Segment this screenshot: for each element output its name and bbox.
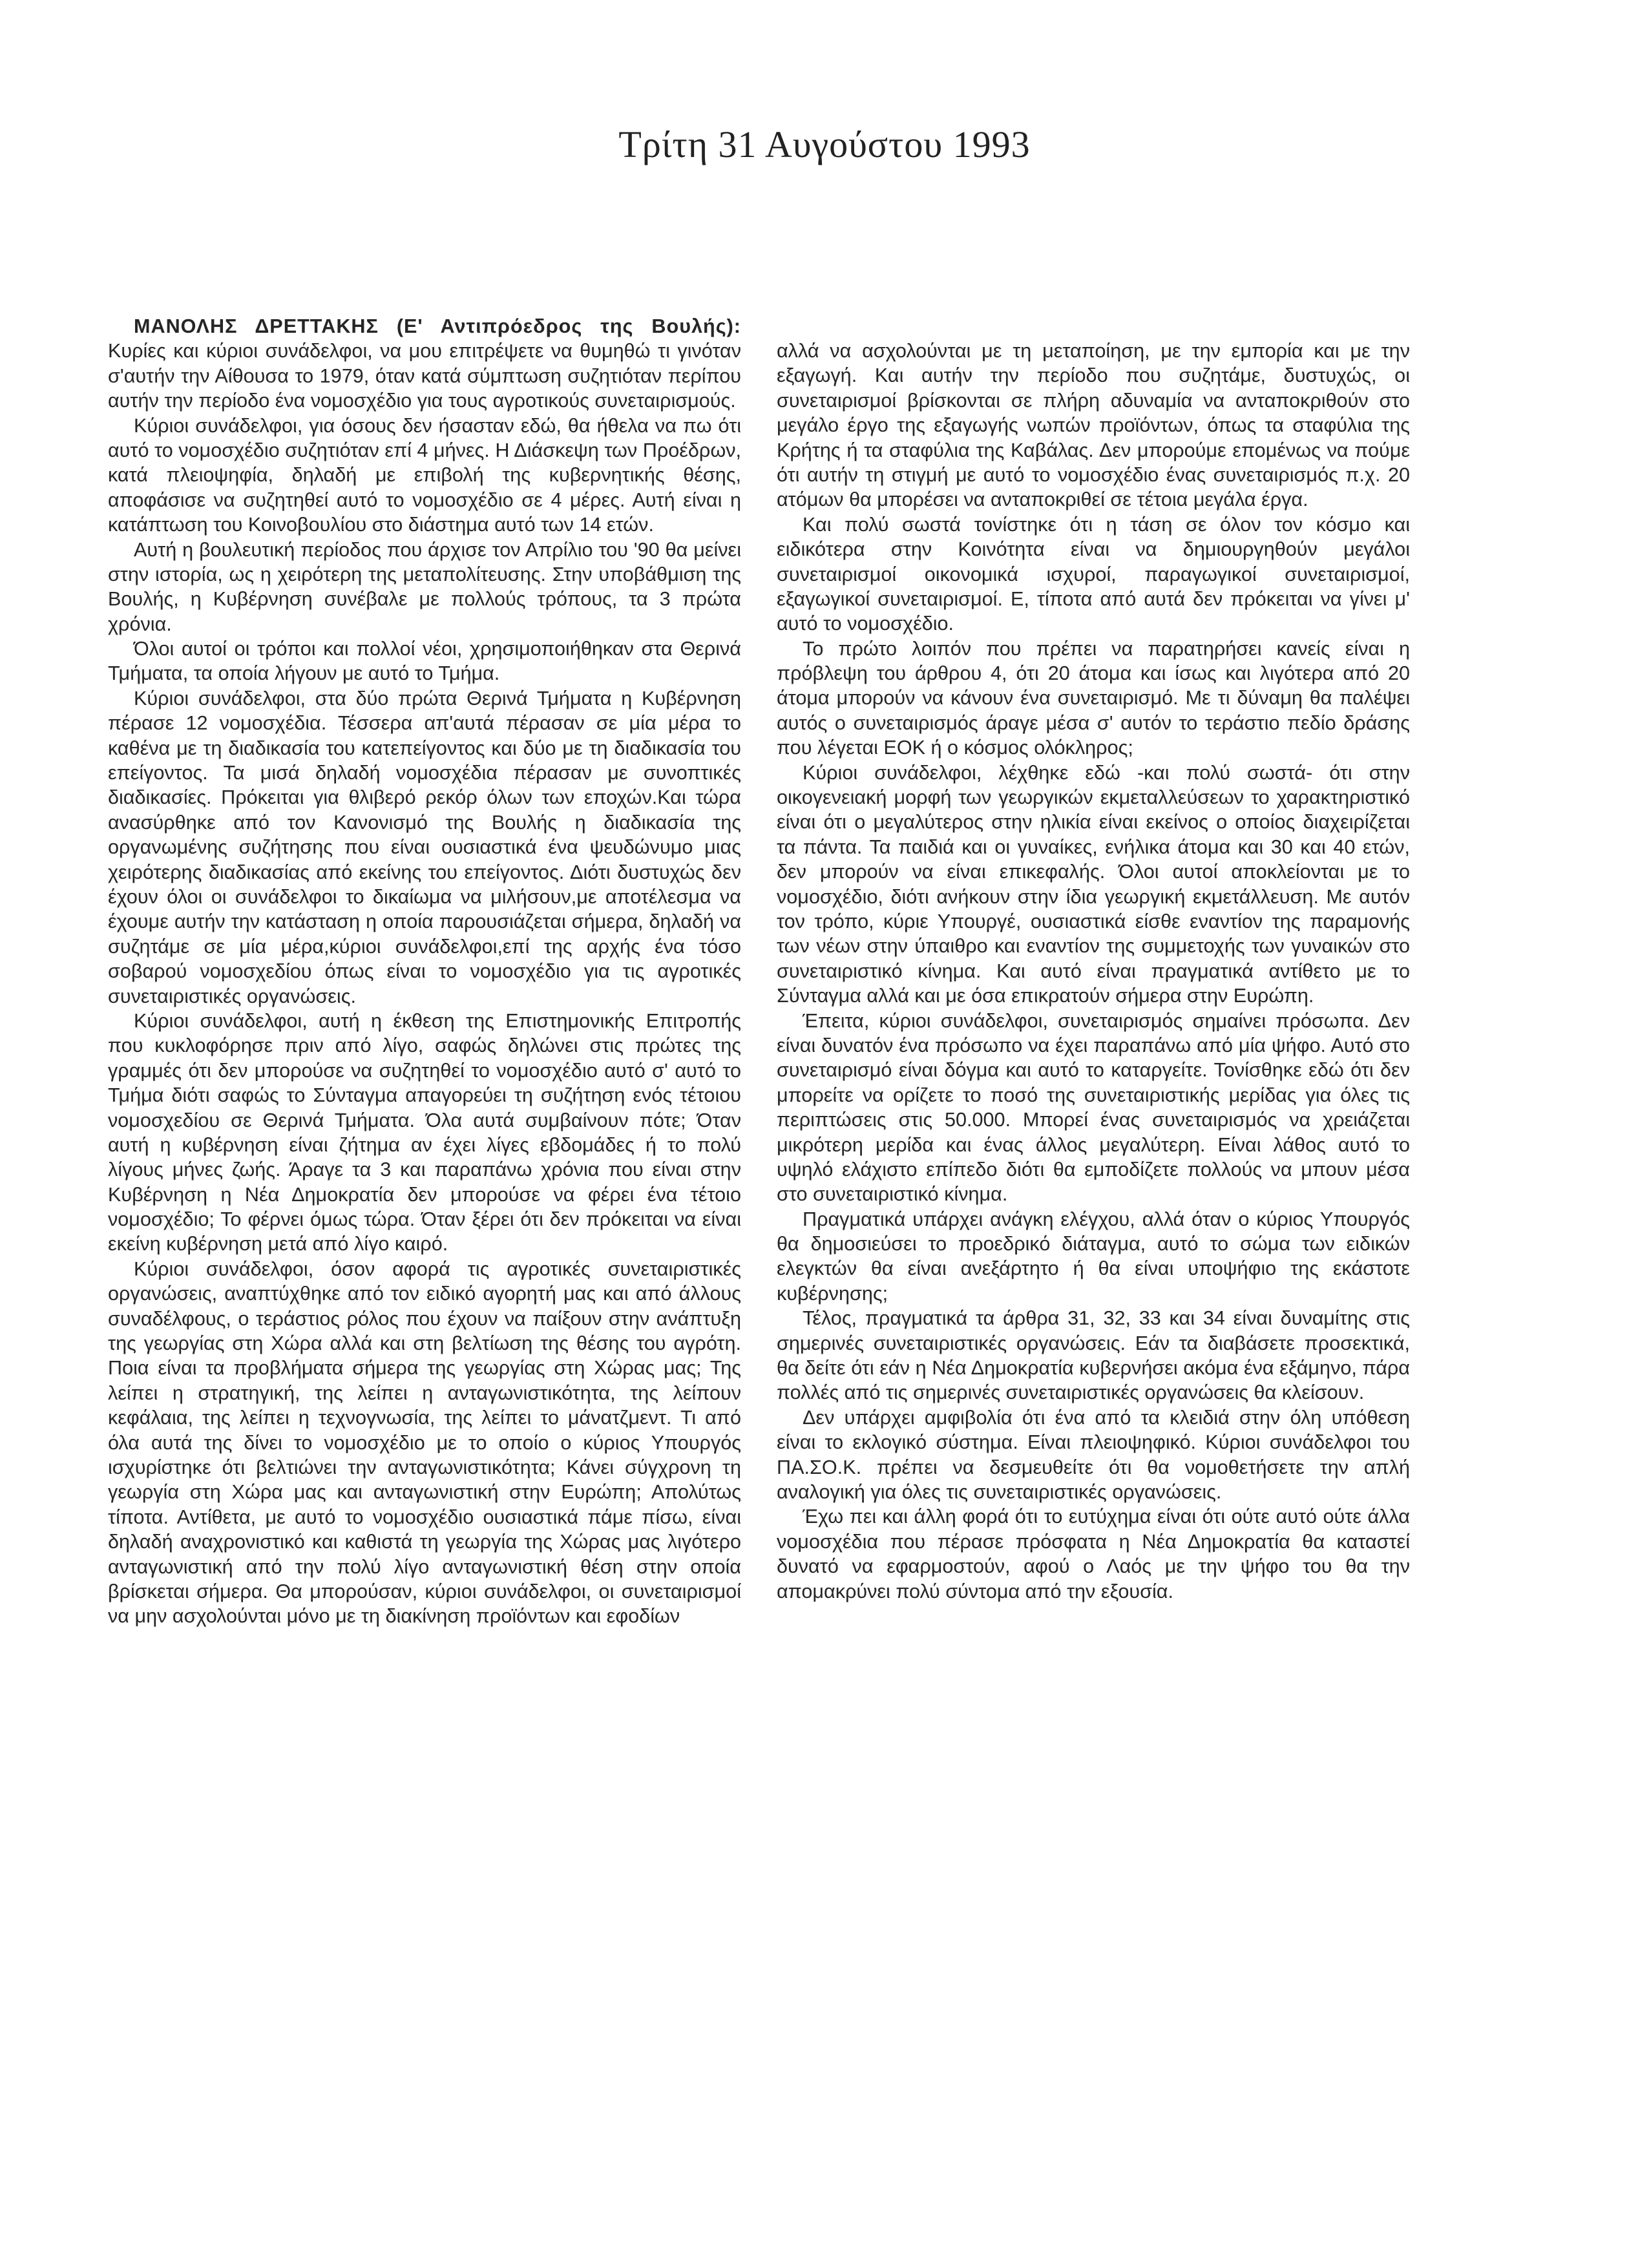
paragraph: Κύριοι συνάδελφοι, αυτή η έκθεση της Επιστημονικής Επιτροπής που κυκλοφόρησε πριν από λίγο, σαφώς δηλώνει στις πρώτες της γραμμές ότι δεν μπορούσε να συζητηθεί το νομοσχέδιο αυτό σ' αυτό το Τμήμα διότι σαφώς το Σύνταγμα απαγορεύει τη συζήτηση ενός τέτοιου νομοσχεδίου σε Θερινά Τμήματα. Όλα αυτά συμβαίνουν πότε; Όταν αυτή η κυβέρνηση είναι ζήτημα αν έχει λίγες εβδομάδες ή το πολύ λίγους μήνες ζωής. Άραγε τα 3 και παραπάνω χρόνια που είναι στην Κυβέρνηση η Νέα Δημοκρατία δεν μπορούσε να φέρει ένα τέτοιο νομοσχέδιο; Το φέρνει όμως τώρα. Όταν ξέρει ότι δεν πρόκειται να είναι εκείνη κυβέρνηση μετά από λίγο καιρό. (108, 1009, 741, 1255)
paragraph: Το πρώτο λοιπόν που πρέπει να παρατηρήσει κανείς είναι η πρόβλεψη του άρθρου 4, ότι 20 άτομα και ίσως και λιγότερα από 20 άτομα μπορούν να κάνουν ένα συνεταιρισμό. Με τι δύναμη θα παλέψει αυτός ο συνεταιρισμός άραγε μέσα σ' αυτόν το τεράστιο πεδίο δράσης που λέγεται ΕΟΚ ή ο κόσμος ολόκληρος; (777, 637, 1410, 759)
paragraph: Κύριοι συνάδελφοι, στα δύο πρώτα Θερινά Τμήματα η Κυβέρνηση πέρασε 12 νομοσχέδια. Τέσσερα απ'αυτά πέρασαν σε μία μέρα το καθένα με τη διαδικασία του κατεπείγοντος και δύο με τη διαδικασία του επείγοντος. Τα μισά δηλαδή νομοσχέδια πέρασαν με συνοπτικές διαδικασίες. Πρόκειται για θλιβερό ρεκόρ όλων των εποχών.Και τώρα ανασύρθηκε από τον Κανονισμό της Βουλής η διαδικασία της οργανωμένης συζήτησης που είναι ουσιαστικά ένα ψευδώνυμο μιας χειρότερης διαδικασίας από εκείνης του επείγοντος. Διότι δυστυχώς δεν έχουν όλοι οι συνάδελφοι το δικαίωμα να μιλήσουν,με αποτέλεσμα να έχουμε αυτήν την κατάσταση η οποία παρουσιάζεται σήμερα, δηλαδή να συζητάμε σε μία μέρα,κύριοι συνάδελφοι,επί της αρχής ένα τόσο σοβαρού νομοσχεδίου όπως είναι το νομοσχέδιο για τις αγροτικές συνεταιριστικές οργανώσεις. (108, 687, 741, 1007)
paragraph: Έχω πει και άλλη φορά ότι το ευτύχημα είναι ότι ούτε αυτό ούτε άλλα νομοσχέδια που πέρασε πρόσφατα η Νέα Δημοκρατία θα καταστεί δυνατό να εφαρμοστούν, αφού ο Λαός με την ψήφο του θα την απομακρύνει πολύ σύντομα από την εξουσία. (777, 1506, 1410, 1602)
paragraph: Έπειτα, κύριοι συνάδελφοι, συνεταιρισμός σημαίνει πρόσωπα. Δεν είναι δυνατόν ένα πρόσωπο να έχει παραπάνω από μία ψήφο. Αυτό στο συνεταιρισμό είναι δόγμα και αυτό το καταργείτε. Τονίσθηκε εδώ ότι δεν μπορείτε να ορίζετε το ποσό της συνεταιριστικής μερίδας για όλες τις περιπτώσεις στις 50.000. Μπορεί ένας συνεταιρισμός να χρειάζεται μικρότερη μερίδα και ένας άλλος μεγαλύτερη. Είναι λάθος αυτό το υψηλό ελάχιστο επίπεδο διότι θα εμποδίζετε πολλούς να μπουν μέσα στο συνεταιριστικό κίνημα. (777, 1009, 1410, 1206)
paragraph: αλλά να ασχολούνται με τη μεταποίηση, με την εμπορία και με την εξαγωγή. Και αυτήν την περίοδο που συζητάμε, δυστυχώς, οι συνεταιρισμοί βρίσκονται σε πλήρη αδυναμία να ανταποκριθούν στο μεγάλο έργο της εξαγωγής νωπών προϊόντων, όπως τα σταφύλια της Κρήτης ή τα σταφύλια της Καβάλας. Δεν μπορούμε επομένως να πούμε ότι αυτήν τη στιγμή με αυτό το νομοσχέδιο ένας συνεταιρισμός π.χ. 20 ατόμων θα μπορέσει να ανταποκριθεί σε τέτοια μεγάλα έργα. (777, 340, 1410, 511)
paragraph: Κύριοι συνάδελφοι, όσον αφορά τις αγροτικές συνεταιριστικές οργανώσεις, αναπτύχθηκε από τον ειδικό αγορητή μας και από άλλους συναδέλφους, ο τεράστιος ρόλος που έχουν να παίξουν στην ανάπτυξη της γεωργίας στη Χώρα αλλά και στη βελτίωση της θέσης του αγρότη. Ποια είναι τα προβλήματα σήμερα της γεωργίας στη Χώρας μας; Της λείπει η στρατηγική, της λείπει η ανταγωνιστικότητα, της λείπουν κεφάλαια, της λείπει η τεχνογνωσία, της λείπει το μάνατζμεντ. Τι από όλα αυτά της δίνει το νομοσχέδιο με το οποίο ο κύριος Υπουργός ισχυρίστηκε ότι βελτιώνει την ανταγωνιστικότητα; Κάνει σύγχρονη τη γεωργία στη Χώρα μας και ανταγωνιστική στην Ευρώπη; Απολύτως τίποτα. Αντίθετα, με αυτό το νομοσχέδιο ουσιαστικά πάμε πίσω, είναι δηλαδή αναχρονιστικό και καθιστά τη γεωργία της Χώρας μας λιγότερο ανταγωνιστική από την πολύ λίγο ανταγωνιστική θέση στην οποία βρίσκεται σήμερα. Θα μπορούσαν, κύριοι συνάδελφοι, οι συνεταιρισμοί να μην ασχολούνται μόνο με τη διακίνηση προϊόντων και εφοδίων (108, 1257, 741, 1628)
paragraph: Όλοι αυτοί οι τρόποι και πολλοί νέοι, χρησιμοποιήθηκαν στα Θερινά Τμήματα, τα οποία λήγουν με αυτό το Τμήμα. (108, 638, 741, 685)
left-column (108, 314, 741, 1629)
paragraph: Αυτή η βουλευτική περίοδος που άρχισε τον Απρίλιο του '90 θα μείνει στην ιστορία, ως η χειρότερη της μεταπολίτευσης. Στην υποβάθμιση της Βουλής, η Κυβέρνηση συνέβαλε με πολλούς τρόπους, τα 3 πρώτα χρόνια. (108, 538, 741, 635)
paragraph: Και πολύ σωστά τονίστηκε ότι η τάση σε όλον τον κόσμο και ειδικότερα στην Κοινότητα είναι να δημιουργηθούν μεγάλοι συνεταιρισμοί οικονομικά ισχυροί, παραγωγικοί συνεταιρισμοί, εξαγωγικοί συνεταιρισμοί. Ε, τίποτα από αυτά δεν πρόκειται να γίνει μ' αυτό το νομοσχέδιο. (777, 513, 1410, 635)
paragraph-text: Κυρίες και κύριοι συνάδελφοι, να μου επιτρέψετε να θυμηθώ τι γινόταν σ'αυτήν την Αίθουσα το 1979, όταν κατά σύμπτωση συζητιόταν περίπου αυτήν την περίοδο ένα νομοσχέδιο για τους αγροτικούς συνεταιρισμούς. (108, 340, 741, 412)
speaker-name: ΜΑΝΟΛΗΣ ΔΡΕΤΤΑΚΗΣ (Ε' Αντιπρόεδρος της Βουλής): (134, 315, 741, 337)
paragraph: Δεν υπάρχει αμφιβολία ότι ένα από τα κλειδιά στην όλη υπόθεση είναι το εκλογικό σύστημα. Είναι πλειοψηφικό. Κύριοι συνάδελφοι του ΠΑ.ΣΟ.Κ. πρέπει να δεσμευθείτε ότι θα νομοθετήσετε την απλή αναλογική για όλες τις συνεταιριστικές οργανώσεις. (777, 1406, 1410, 1503)
right-column (777, 339, 1410, 1604)
paragraph: Κύριοι συνάδελφοι, λέχθηκε εδώ -και πολύ σωστά- ότι στην οικογενειακή μορφή των γεωργικών εκμεταλλεύσεων το χαρακτηριστικό είναι ότι ο μεγαλύτερος στην ηλικία είναι εκείνος ο οποίος διαχειρίζεται τα πάντα. Τα παιδιά και οι γυναίκες, ενήλικα άτομα και 30 και 40 ετών, δεν μπορούν να είναι επικεφαλής. Όλοι αυτοί αποκλείονται με το νομοσχέδιο, διότι ανήκουν στην ίδια γεωργική εκμετάλλευση. Με αυτόν τον τρόπο, κύριε Υπουργέ, ουσιαστικά είσθε εναντίον της παραμονής των νέων στην ύπαιθρο και εναντίον της συμμετοχής των γυναικών στο συνεταιριστικό κίνημα. Και αυτό είναι πραγματικά αντίθετο με το Σύνταγμα αλλά και με όσα επικρατούν σήμερα στην Ευρώπη. (777, 761, 1410, 1007)
paragraph (108, 314, 741, 414)
page-title: Τρίτη 31 Αυγούστου 1993 (618, 123, 1031, 165)
paragraph: Τέλος, πραγματικά τα άρθρα 31, 32, 33 και 34 είναι δυναμίτης στις σημερινές συνεταιριστικές οργανώσεις. Εάν τα διαβάσετε προσεκτικά, θα δείτε ότι εάν η Νέα Δημοκρατία κυβερνήσει ακόμα ένα εξάμηνο, πάρα πολλές από τις σημερινές συνεταιριστικές οργανώσεις θα κλείσουν. (777, 1307, 1410, 1404)
paragraph: Κύριοι συνάδελφοι, για όσους δεν ήσασταν εδώ, θα ήθελα να πω ότι αυτό το νομοσχέδιο συζητιόταν επί 4 μήνες. Η Διάσκεψη των Προέδρων, κατά πλειοψηφία, δηλαδή με επιβολή της κυβερνητικής θέσης, αποφάσισε να συζητηθεί αυτό το νομοσχέδιο σε 4 μέρες. Αυτή είναι η κατάπτωση του Κοινοβουλίου στο διάστημα αυτό των 14 ετών. (108, 414, 741, 536)
paragraph: Πραγματικά υπάρχει ανάγκη ελέγχου, αλλά όταν ο κύριος Υπουργός θα δημοσιεύσει το προεδρικό διάταγμα, αυτό το σώμα των ειδικών ελεγκτών θα είναι ανεξάρτητο ή θα είναι υποψήφιο της εκάστοτε κυβέρνησης; (777, 1208, 1410, 1305)
